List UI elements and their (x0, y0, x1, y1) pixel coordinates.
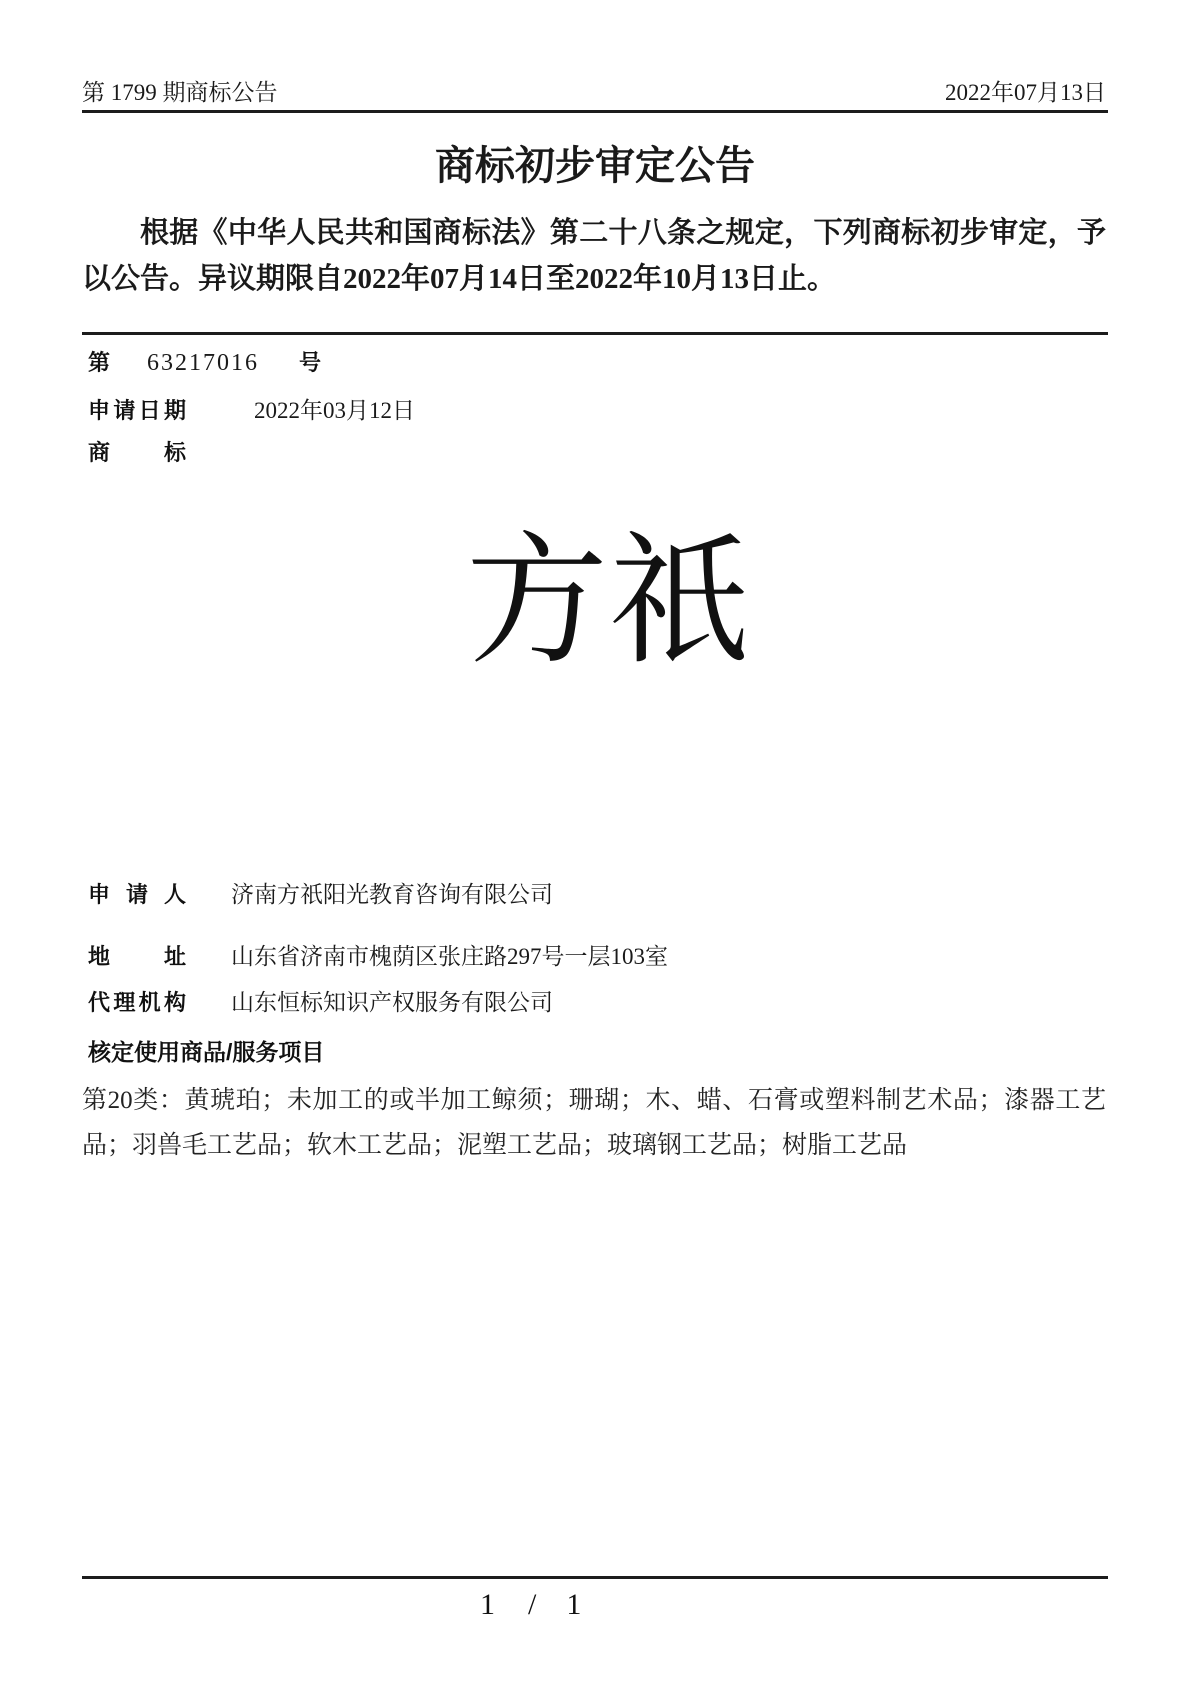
agency-value: 山东恒标知识产权服务有限公司 (231, 990, 553, 1015)
number-suffix-label: 号 (299, 350, 322, 375)
announcement-intro: 根据《中华人民共和国商标法》第二十八条之规定，下列商标初步审定，予以公告。异议期限自2022年07月14日至2022年10月13日止。 (82, 217, 1106, 295)
application-number: 63217016 (147, 350, 260, 376)
agency-label: 代理机构 (88, 990, 186, 1015)
applicant-value: 济南方祇阳光教育咨询有限公司 (231, 882, 553, 907)
application-date-value: 2022年03月12日 (254, 398, 415, 423)
number-prefix-label: 第 (88, 350, 111, 375)
gazette-date: 2022年07月13日 (945, 80, 1106, 105)
trademark-image: 方祇 (466, 523, 750, 681)
address-value: 山东省济南市槐荫区张庄路297号一层103室 (231, 944, 668, 969)
record-divider (82, 332, 1108, 335)
application-date-row (88, 392, 1106, 425)
application-number-row (88, 346, 1106, 377)
applicant-row (88, 876, 1106, 909)
trademark-label: 商标 (88, 440, 186, 465)
page-separator: / (528, 1588, 537, 1621)
application-date-label: 申请日期 (88, 398, 186, 423)
current-page: 1 (480, 1588, 495, 1621)
goods-section-heading: 核定使用商品/服务项目 (88, 1039, 325, 1065)
total-pages: 1 (566, 1588, 582, 1621)
footer-divider (82, 1576, 1108, 1579)
agency-row (88, 984, 1106, 1017)
gazette-issue-label: 第 1799 期商标公告 (82, 80, 278, 105)
address-label: 地址 (88, 944, 186, 969)
goods-list: 第20类：黄琥珀；未加工的或半加工鲸须；珊瑚；木、蜡、石膏或塑料制艺术品；漆器工艺品；羽兽毛工艺品；软木工艺品；泥塑工艺品；玻璃钢工艺品；树脂工艺品 (82, 1087, 1106, 1159)
applicant-label: 申请人 (88, 882, 186, 907)
header-divider (82, 110, 1108, 113)
address-row (88, 938, 1106, 971)
page-number (480, 1588, 581, 1622)
page-title: 商标初步审定公告 (435, 143, 755, 188)
trademark-label-row (88, 436, 1106, 467)
